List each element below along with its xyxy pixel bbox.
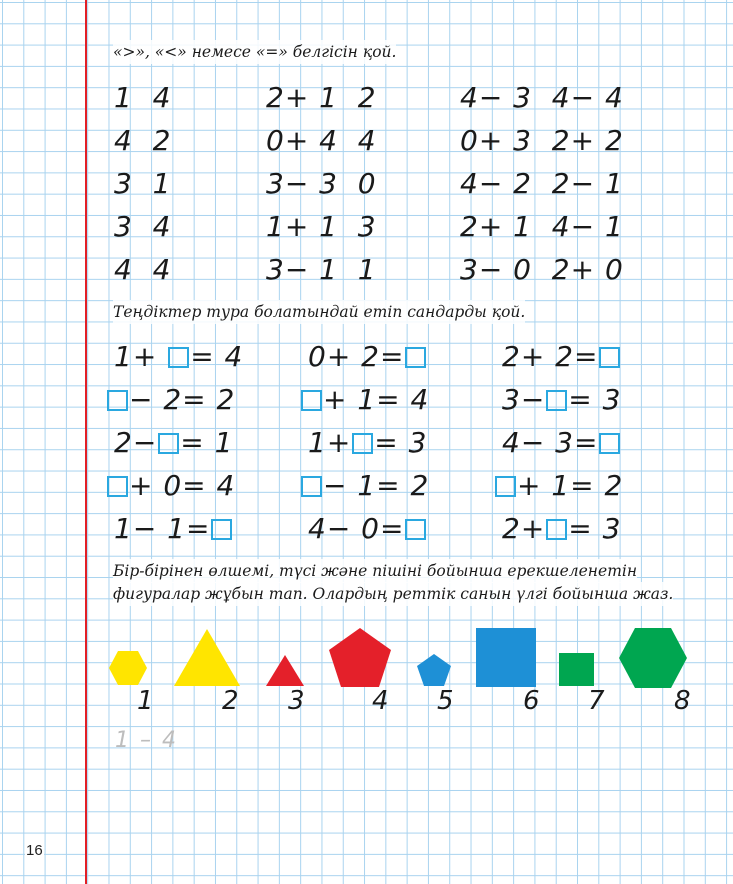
task1-instruction: «>», «<» немесе «=» белгісін қой. (113, 40, 396, 64)
eq-after: = 1 (180, 426, 234, 459)
eq-after: + 0= 4 (129, 469, 236, 502)
shape-label: 4 (372, 686, 389, 716)
compare-item: 2+ 1 2 (266, 81, 377, 114)
eq-after: + 1= 4 (323, 383, 430, 416)
equation (114, 514, 233, 544)
equation (502, 342, 621, 372)
answer-box[interactable] (301, 476, 322, 497)
shape-fill (174, 629, 240, 686)
triangle-shape-3 (265, 654, 305, 687)
eq-after: = 3 (374, 426, 428, 459)
page-number: 16 (26, 842, 43, 859)
compare-item: 2+ 1 4− 1 (460, 210, 624, 243)
compare-item: 1 4 (114, 81, 172, 114)
compare-item: 3 4 (114, 210, 172, 243)
answer-box[interactable] (352, 433, 373, 454)
equation (308, 428, 427, 458)
equation (300, 385, 429, 415)
task3-instruction-line2: фигуралар жұбын тап. Олардың реттік санын үлгі бойынша жаз. (113, 582, 673, 606)
shape-fill (476, 628, 536, 687)
eq-before: 4− 0= (308, 512, 405, 545)
equation (308, 342, 427, 372)
eq-before: 1+ (308, 426, 352, 459)
shape-fill (559, 653, 594, 686)
equation (114, 428, 233, 458)
triangle-shape-2 (173, 628, 241, 687)
compare-item: 4 2 (114, 124, 172, 157)
equation (300, 471, 429, 501)
eq-after: − 2= 2 (129, 383, 236, 416)
compare-item: 4− 2 2− 1 (460, 167, 624, 200)
answer-box[interactable] (495, 476, 516, 497)
compare-item: 4 4 (114, 253, 172, 286)
hexagon-shape-8 (618, 627, 688, 689)
eq-after: + 1= 2 (517, 469, 624, 502)
equation (114, 342, 243, 372)
square-shape-7 (559, 653, 594, 686)
shape-label: 8 (674, 686, 691, 716)
hexagon-shape-1 (108, 650, 148, 686)
compare-item: 3− 0 2+ 0 (460, 253, 624, 286)
equation (502, 428, 621, 458)
pentagon-shape-5 (416, 653, 452, 687)
compare-item: 1+ 1 3 (266, 210, 377, 243)
answer-box[interactable] (599, 347, 620, 368)
eq-before: 4− 3= (502, 426, 599, 459)
answer-box[interactable] (599, 433, 620, 454)
equation (106, 385, 235, 415)
answer-box[interactable] (107, 476, 128, 497)
equation (494, 471, 623, 501)
eq-before: 3− (502, 383, 546, 416)
shape-label: 5 (437, 686, 454, 716)
equation (308, 514, 427, 544)
answer-box[interactable] (546, 390, 567, 411)
compare-item: 4− 3 4− 4 (460, 81, 624, 114)
eq-before: 1− 1= (114, 512, 211, 545)
answer-box[interactable] (405, 519, 426, 540)
answer-box[interactable] (168, 347, 189, 368)
shape-label: 6 (523, 686, 540, 716)
answer-box[interactable] (546, 519, 567, 540)
shape-fill (109, 651, 147, 685)
answer-box[interactable] (405, 347, 426, 368)
equation (502, 385, 621, 415)
eq-before: 2+ 2= (502, 340, 599, 373)
compare-item: 3− 3 0 (266, 167, 377, 200)
shape-label: 1 (137, 686, 154, 716)
answer-box[interactable] (158, 433, 179, 454)
shape-fill (266, 655, 304, 686)
margin-line (85, 0, 87, 884)
pentagon-shape-4 (328, 627, 392, 688)
eq-before: 0+ 2= (308, 340, 405, 373)
eq-after: = 3 (568, 512, 622, 545)
task2-instruction: Теңдіктер тура болатындай етіп сандарды қой. (113, 300, 525, 324)
answer-box[interactable] (107, 390, 128, 411)
example-answer: 1 – 4 (115, 728, 178, 753)
eq-after: − 1= 2 (323, 469, 430, 502)
compare-item: 0+ 4 4 (266, 124, 377, 157)
equation (106, 471, 235, 501)
shape-fill (417, 654, 451, 686)
shape-fill (329, 628, 391, 687)
answer-box[interactable] (211, 519, 232, 540)
square-shape-6 (476, 628, 536, 687)
shape-fill (619, 628, 687, 688)
task3-instruction-line1: Бір-бірінен өлшемі, түсі және пішіні бойынша ерекшеленетін (113, 559, 637, 583)
shape-label: 7 (588, 686, 605, 716)
eq-before: 1+ (114, 340, 168, 373)
equation (502, 514, 621, 544)
eq-before: 2+ (502, 512, 546, 545)
eq-after: = 4 (190, 340, 244, 373)
answer-box[interactable] (301, 390, 322, 411)
eq-after: = 3 (568, 383, 622, 416)
compare-item: 3− 1 1 (266, 253, 377, 286)
eq-before: 2− (114, 426, 158, 459)
shape-label: 2 (222, 686, 239, 716)
compare-item: 0+ 3 2+ 2 (460, 124, 624, 157)
shape-label: 3 (288, 686, 305, 716)
compare-item: 3 1 (114, 167, 172, 200)
